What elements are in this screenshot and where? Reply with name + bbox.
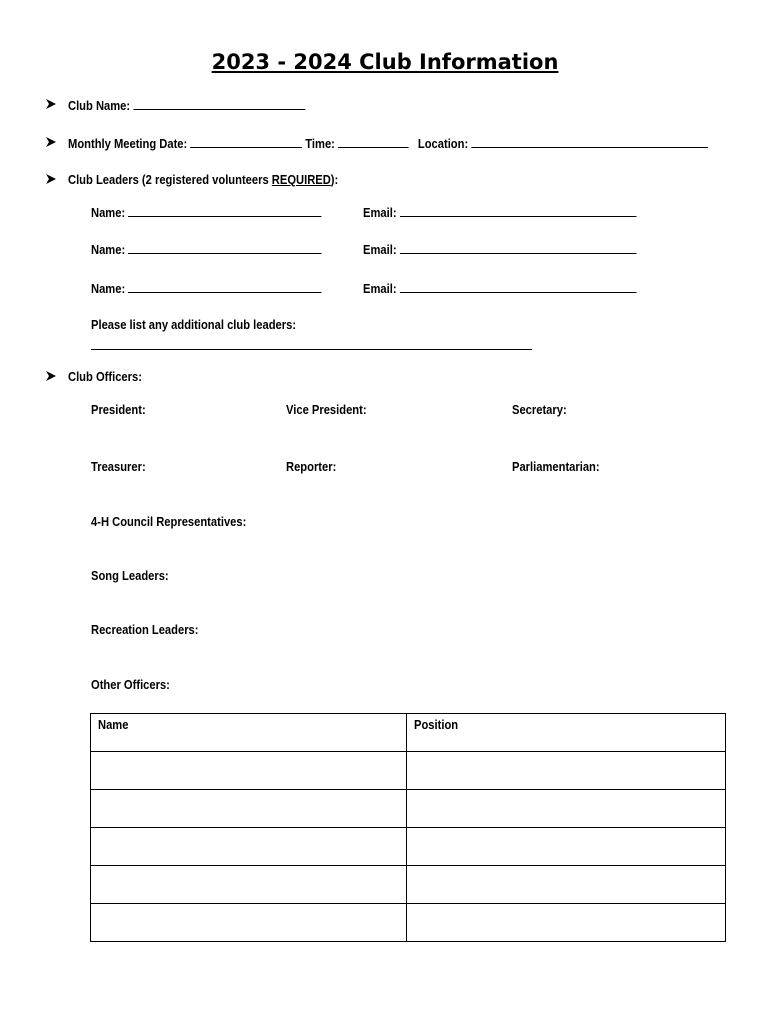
name-cell[interactable] [91, 752, 407, 790]
club-name-row [68, 97, 305, 113]
position-column-header [407, 714, 726, 752]
name-cell[interactable] [91, 904, 407, 942]
leader-email-field[interactable] [400, 241, 636, 254]
leader-email-field[interactable] [400, 280, 636, 293]
leader-email-label: Email: [363, 281, 397, 296]
position-cell[interactable] [407, 904, 726, 942]
leader-email-row [363, 280, 636, 296]
secretary-label: Secretary: [512, 402, 567, 417]
name-column-header [91, 714, 407, 752]
meeting-date-field[interactable] [190, 135, 302, 148]
leader-name-field[interactable] [128, 204, 321, 217]
page-title: 2023 - 2024 Club Information [211, 50, 559, 74]
council-reps-label: 4-H Council Representatives: [91, 514, 247, 529]
recreation-leaders-label: Recreation Leaders: [91, 622, 199, 637]
meeting-date-label: Monthly Meeting Date: [68, 136, 188, 151]
president-label: President: [91, 402, 146, 417]
leader-email-field[interactable] [400, 204, 636, 217]
meeting-location-field[interactable] [471, 135, 708, 148]
leader-name-field[interactable] [128, 280, 321, 293]
leader-email-row [363, 241, 636, 257]
name-cell[interactable] [91, 866, 407, 904]
reporter-label: Reporter: [286, 459, 337, 474]
leader-name-row [91, 280, 322, 296]
leader-name-field[interactable] [128, 241, 321, 254]
leader-email-label: Email: [363, 242, 397, 257]
leader-name-row [91, 204, 322, 220]
name-header-text: Name [98, 717, 129, 732]
vice-president-label: Vice President: [286, 402, 367, 417]
club-leaders-heading [68, 172, 338, 187]
leader-name-row [91, 241, 322, 257]
arrow-bullet-icon [45, 370, 57, 382]
position-cell[interactable] [407, 752, 726, 790]
other-officers-label: Other Officers: [91, 677, 170, 692]
club-leaders-heading-text: Club Leaders (2 registered volunteers [68, 172, 272, 187]
table-row [91, 904, 726, 942]
name-cell[interactable] [91, 790, 407, 828]
arrow-bullet-icon [45, 136, 57, 148]
leader-name-label: Name: [91, 281, 126, 296]
leader-email-label: Email: [363, 205, 397, 220]
meeting-location-label: Location: [417, 136, 469, 151]
leader-name-label: Name: [91, 205, 126, 220]
club-officers-heading: Club Officers: [68, 369, 142, 384]
song-leaders-label: Song Leaders: [91, 568, 169, 583]
leader-name-label: Name: [91, 242, 126, 257]
arrow-bullet-icon [45, 173, 57, 185]
treasurer-label: Treasurer: [91, 459, 146, 474]
additional-leaders-label: Please list any additional club leaders: [91, 317, 297, 332]
meeting-time-label: Time: [305, 136, 335, 151]
table-row [91, 752, 726, 790]
club-name-label: Club Name: [68, 98, 131, 113]
table-header-row [91, 714, 726, 752]
leader-email-row [363, 204, 636, 220]
club-name-field[interactable] [133, 97, 305, 110]
position-cell[interactable] [407, 866, 726, 904]
table-row [91, 790, 726, 828]
table-row [91, 828, 726, 866]
additional-leaders-field[interactable] [91, 349, 532, 350]
other-officers-table [90, 713, 726, 942]
name-cell[interactable] [91, 828, 407, 866]
parliamentarian-label: Parliamentarian: [512, 459, 600, 474]
meeting-row [68, 135, 708, 151]
club-leaders-heading-suffix: ): [330, 172, 339, 187]
position-header-text: Position [414, 717, 459, 732]
required-label: REQUIRED [271, 172, 331, 187]
position-cell[interactable] [407, 828, 726, 866]
arrow-bullet-icon [45, 98, 57, 110]
table-row [91, 866, 726, 904]
meeting-time-field[interactable] [338, 135, 409, 148]
position-cell[interactable] [407, 790, 726, 828]
